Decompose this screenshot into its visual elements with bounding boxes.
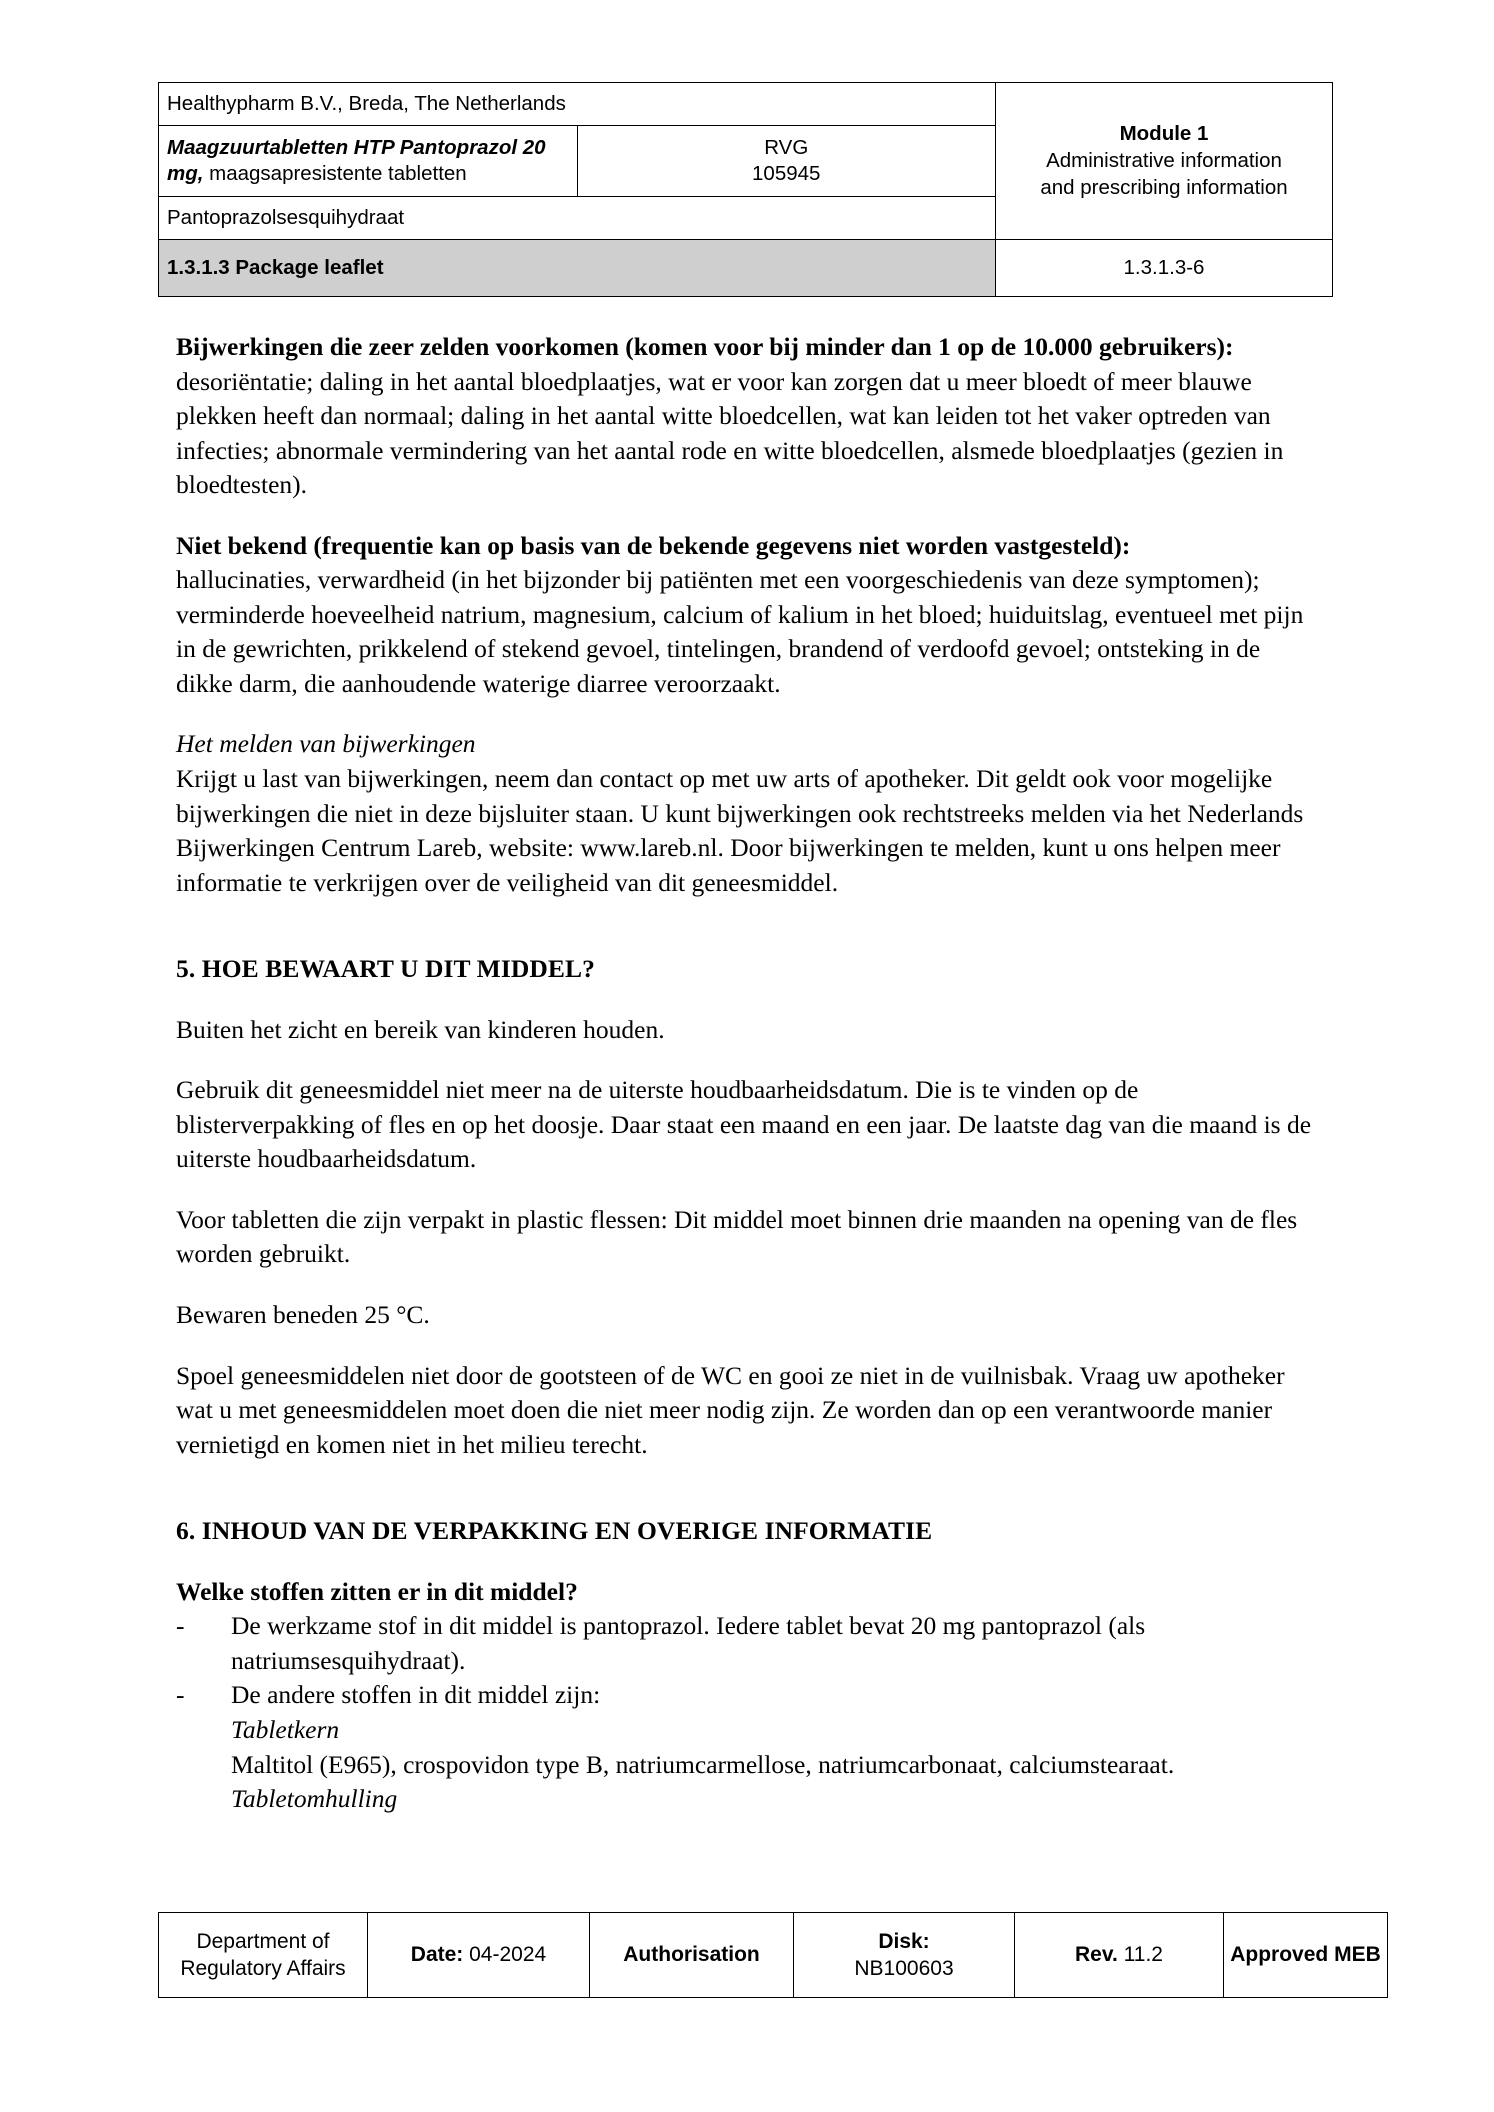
spacer bbox=[176, 701, 1318, 727]
header-company-cell: Healthypharm B.V., Breda, The Netherlands bbox=[159, 83, 996, 126]
product-name-bold: Maagzuurtabletten HTP Pantoprazol 20 mg, bbox=[167, 135, 546, 185]
header-row-company bbox=[159, 83, 1333, 126]
footer-disk-cell bbox=[794, 1913, 1015, 1998]
unknown-frequency-text: hallucinaties, verwardheid (in het bijzonder bij patiënten met een voorgeschiedenis van deze symptomen); verminderde hoeveelheid natrium, magnesium, calcium of kalium in het bloed; huiduitslag, eventueel met pijn in de gewrichten, prikkelend of stekend gevoel, tintelingen, brandend of verdoofd gevoel; ontsteking in de dikke darm, die aanhoudende waterige diarree veroorzaakt. bbox=[176, 565, 1304, 698]
section-6-subheading: Welke stoffen zitten er in dit middel? bbox=[176, 1576, 578, 1606]
section-5-paragraph-4: Bewaren beneden 25 °C. bbox=[176, 1300, 430, 1330]
spacer bbox=[176, 1462, 1318, 1514]
footer-rev-cell bbox=[1015, 1913, 1224, 1998]
header-product-cell bbox=[159, 126, 578, 197]
document-footer-table bbox=[158, 1912, 1388, 1998]
footer-date-cell bbox=[368, 1913, 590, 1998]
document-header-table bbox=[158, 82, 1333, 297]
list-item-text: De werkzame stof in dit middel is pantoprazol. Iedere tablet bevat 20 mg pantoprazol (als natriumsesquihydraat). bbox=[231, 1611, 1146, 1675]
section-title-cell: 1.3.1.3 Package leaflet bbox=[159, 240, 996, 297]
spacer bbox=[176, 1177, 1318, 1203]
very-rare-text: desoriëntatie; daling in het aantal bloedplaatjes, wat er voor kan zorgen dat u meer bloedt of meer blauwe plekken heeft dan normaal; daling in het aantal witte bloedcellen, wat kan leiden tot het vaker optreden van infecties; abnormale vermindering van het aantal rode en witte bloedcellen, alsmede bloedplaatjes (gezien in bloedtesten). bbox=[176, 366, 1284, 500]
department-line-2: Regulatory Affairs bbox=[180, 1957, 346, 1980]
list-item bbox=[176, 1678, 1318, 1713]
rev-label: Rev. bbox=[1075, 1943, 1118, 1967]
section-5-paragraph-2: Gebruik dit geneesmiddel niet meer na de uiterste houdbaarheidsdatum. Die is te vinden op de blisterverpakking of fles en op het doosje. Daar staat een maand en een jaar. De laatste dag van die maand is de uiterste houdbaarheidsdatum. bbox=[176, 1075, 1312, 1174]
date-label: Date: bbox=[410, 1943, 464, 1967]
section-6-heading: 6. INHOUD VAN DE VERPAKKING EN OVERIGE INFORMATIE bbox=[176, 1516, 933, 1546]
product-name-rest: maagsapresistente tabletten bbox=[203, 162, 467, 185]
footer-approved-cell: Approved MEB bbox=[1224, 1913, 1388, 1998]
section-number-cell: 1.3.1.3-6 bbox=[996, 240, 1333, 297]
footer-row bbox=[159, 1913, 1388, 1998]
tabletkern-text: Maltitol (E965), crospovidon type B, natriumcarmellose, natriumcarbonaat, calciumstearaat. bbox=[231, 1749, 1175, 1779]
spacer bbox=[176, 1549, 1318, 1575]
date-value: 04-2024 bbox=[463, 1943, 547, 1967]
section-5-paragraph-1: Buiten het zicht en bereik van kinderen houden. bbox=[176, 1014, 665, 1044]
spacer bbox=[176, 900, 1318, 952]
tabletkern-label: Tabletkern bbox=[231, 1714, 340, 1744]
rev-value: 11.2 bbox=[1117, 1943, 1163, 1967]
list-item-text: De andere stoffen in dit middel zijn: bbox=[231, 1680, 601, 1710]
header-row-section bbox=[159, 240, 1333, 297]
header-substance-cell: Pantoprazolsesquihydraat bbox=[159, 197, 996, 240]
module-title: Module 1 bbox=[1119, 122, 1209, 146]
disk-label: Disk: bbox=[878, 1929, 930, 1953]
spacer bbox=[176, 1333, 1318, 1359]
tabletomhulling-label: Tabletomhulling bbox=[231, 1784, 398, 1814]
ingredients-list bbox=[176, 1609, 1318, 1816]
disk-value: NB100603 bbox=[854, 1957, 954, 1980]
department-line-1: Department of bbox=[196, 1929, 330, 1953]
footer-department-cell bbox=[159, 1913, 368, 1998]
spacer bbox=[176, 503, 1318, 529]
header-rvg-cell bbox=[577, 126, 996, 197]
module-line-1: Administrative information bbox=[1046, 149, 1282, 173]
list-item bbox=[176, 1609, 1318, 1678]
rvg-number: 105945 bbox=[752, 162, 821, 185]
header-module-cell bbox=[996, 83, 1333, 240]
footer-authorisation-cell: Authorisation bbox=[590, 1913, 794, 1998]
section-5-paragraph-5: Spoel geneesmiddelen niet door de gootsteen of de WC en gooi ze niet in de vuilnisbak. Vraag uw apotheker wat u met geneesmiddelen moet doen die niet meer nodig zijn. Ze worden dan op een verantwoorde manier vernietigd en komen niet in het milieu terecht. bbox=[176, 1360, 1285, 1459]
very-rare-heading: Bijwerkingen die zeer zelden voorkomen (komen voor bij minder dan 1 op de 10.000 gebruikers): bbox=[176, 332, 1234, 361]
reporting-text: Krijgt u last van bijwerkingen, neem dan contact op met uw arts of apotheker. Dit geldt ook voor mogelijke bijwerkingen die niet in deze bijsluiter staan. U kunt bijwerkingen ook rechtstreeks melden via het Nederlands Bijwerkingen Centrum Lareb, website: www.lareb.nl. Door bijwerkingen te melden, kunt u ons helpen meer informatie te verkrijgen over de veiligheid van dit geneesmiddel. bbox=[176, 764, 1304, 897]
spacer bbox=[176, 987, 1318, 1013]
document-body bbox=[176, 330, 1318, 1817]
section-5-paragraph-3: Voor tabletten die zijn verpakt in plastic flessen: Dit middel moet binnen drie maanden na opening van de fles worden gebruikt. bbox=[176, 1204, 1298, 1269]
section-5-heading: 5. HOE BEWAART U DIT MIDDEL? bbox=[176, 954, 595, 984]
unknown-frequency-heading: Niet bekend (frequentie kan op basis van de bekende gegevens niet worden vastgesteld): bbox=[176, 530, 1131, 560]
rvg-label: RVG bbox=[764, 135, 809, 159]
dash-bullet-icon: - bbox=[176, 1680, 185, 1710]
spacer bbox=[176, 1272, 1318, 1298]
spacer bbox=[176, 1047, 1318, 1073]
reporting-subheading: Het melden van bijwerkingen bbox=[176, 729, 476, 759]
dash-bullet-icon: - bbox=[176, 1611, 185, 1641]
module-line-2: and prescribing information bbox=[1040, 175, 1288, 199]
